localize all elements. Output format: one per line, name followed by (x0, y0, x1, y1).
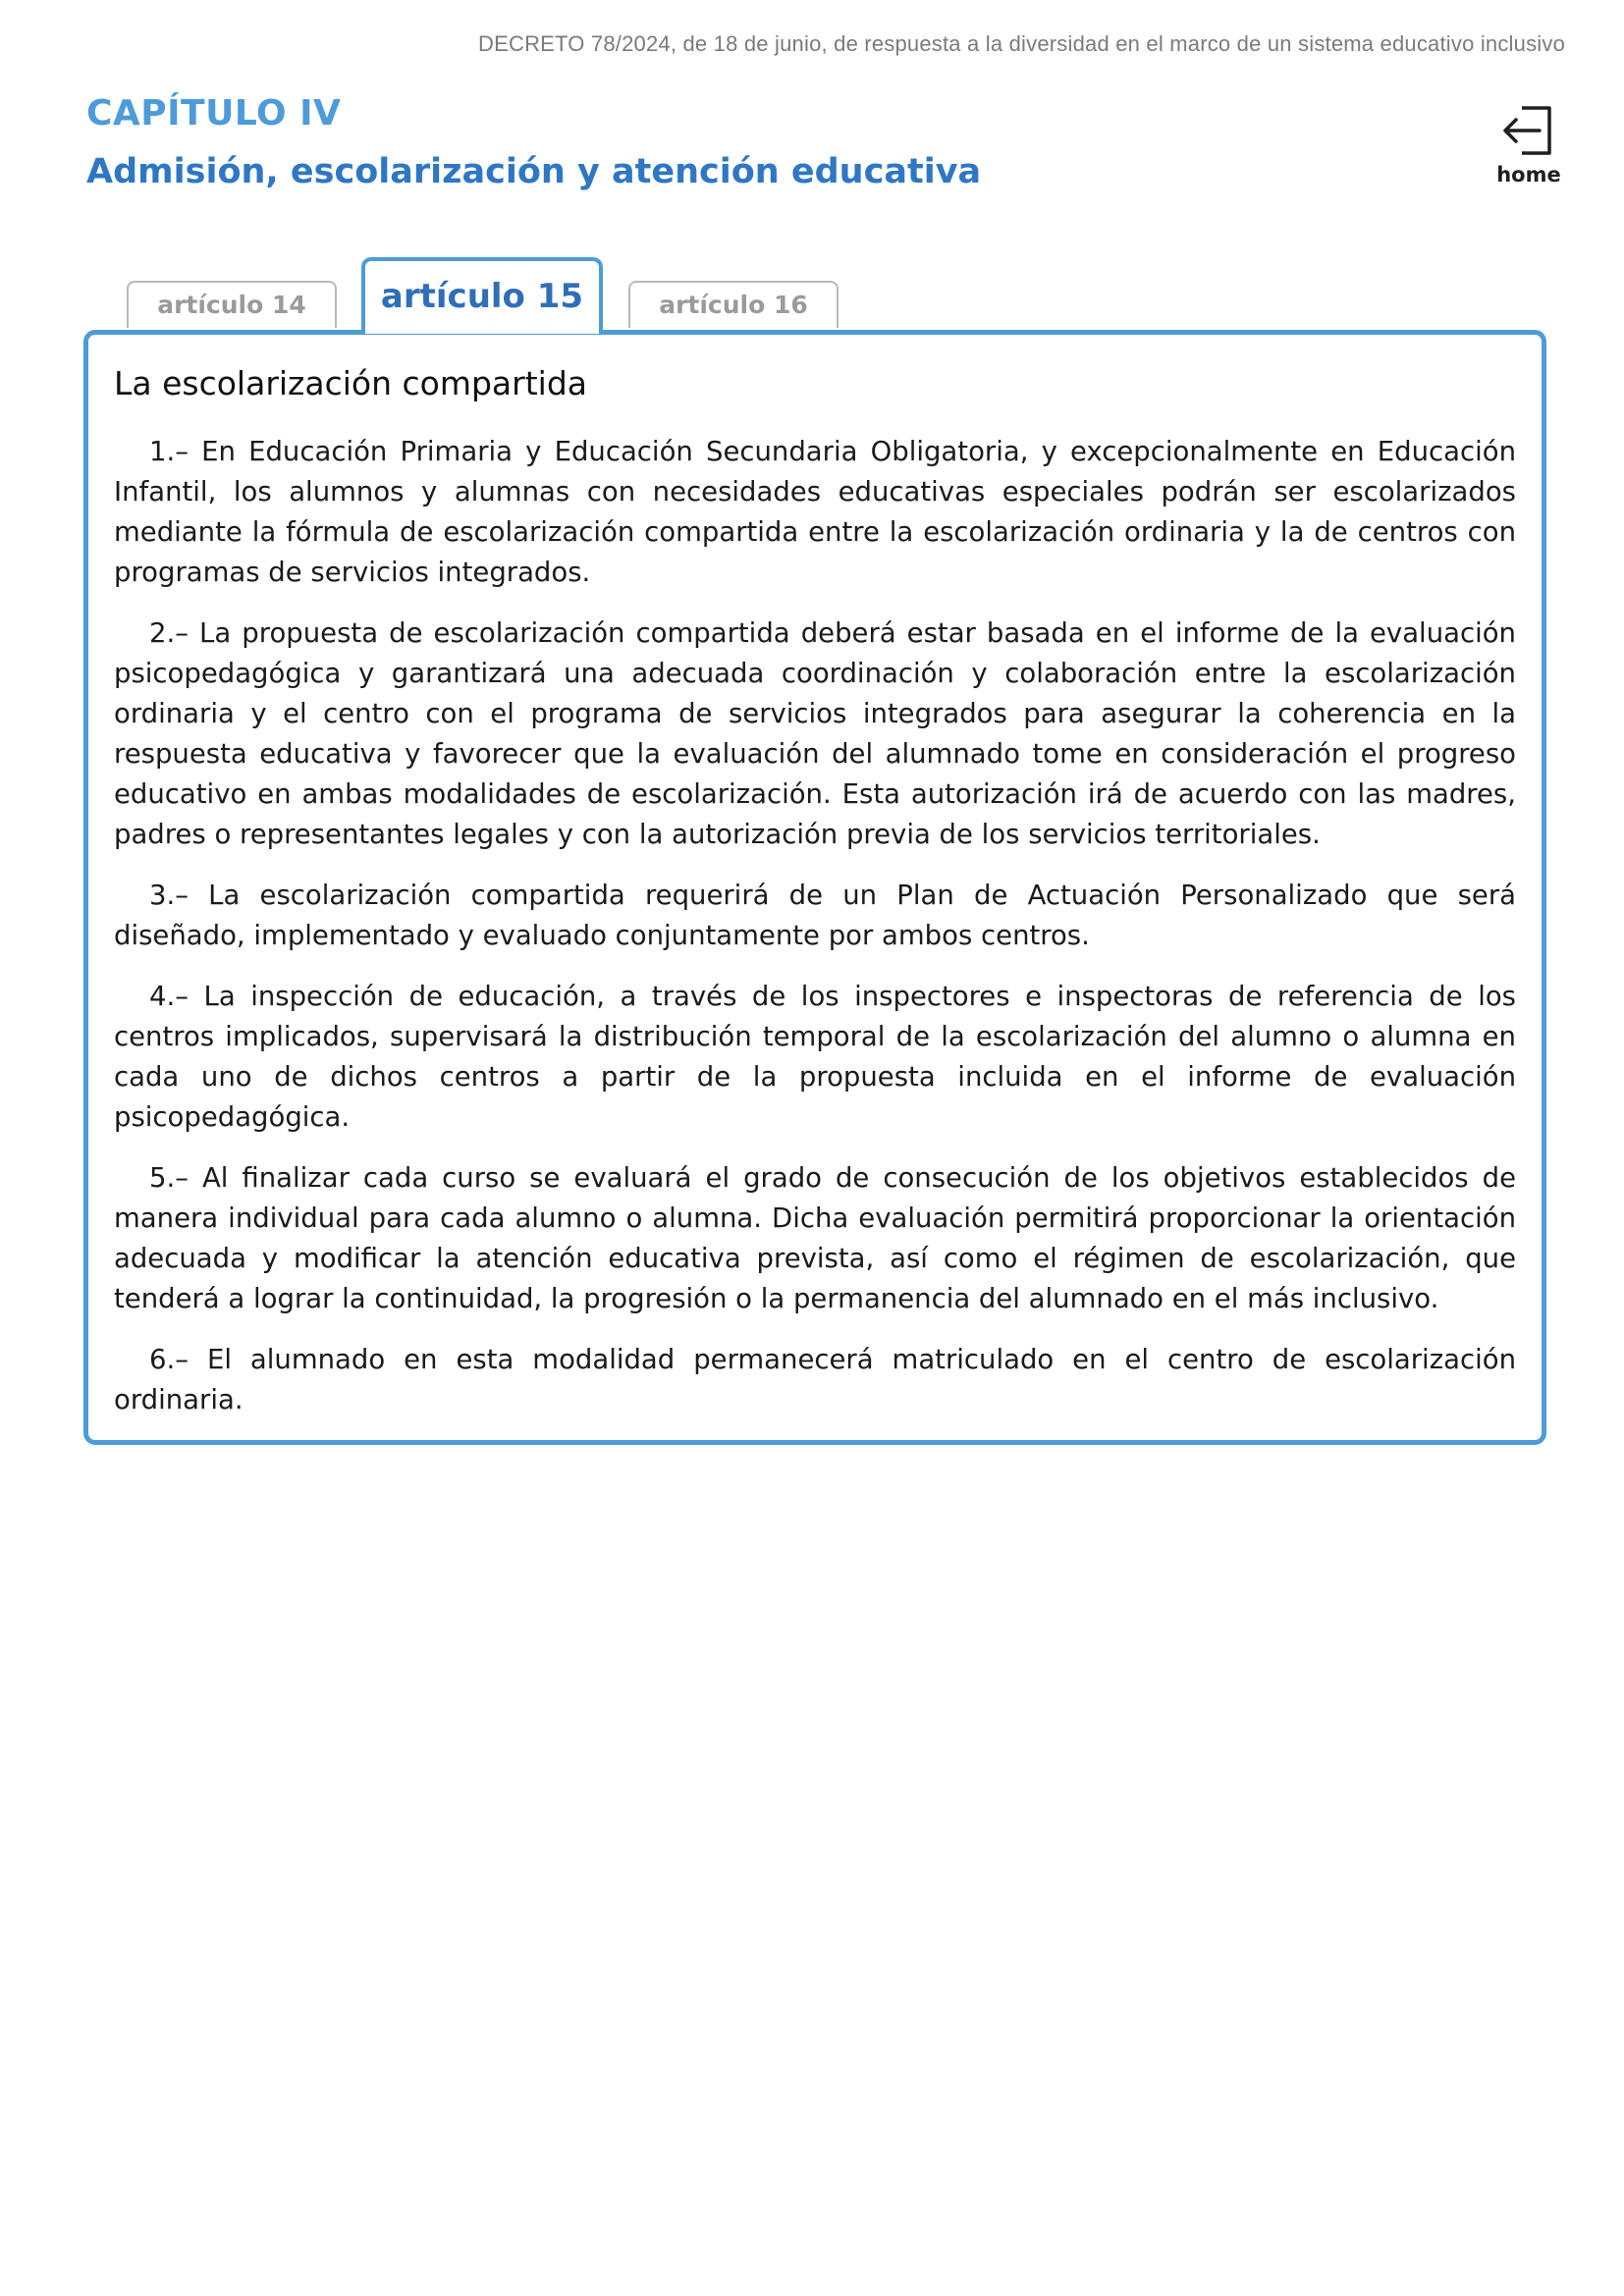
running-header: DECRETO 78/2024, de 18 de junio, de respuesta a la diversidad en el marco de un sistema educativo inclusivo (478, 31, 1565, 56)
article-paragraph-6: 6.– El alumnado en esta modalidad permanecerá matriculado en el centro de escolarización ordinaria. (114, 1344, 1516, 1415)
chapter-number: CAPÍTULO IV (86, 93, 342, 133)
article-paragraph-4: 4.– La inspección de educación, a través de los inspectores e inspectoras de referencia de los centros implicados, supervisará la distribución temporal de la escolarización del alumno o alumna en cada uno de dichos centros a partir de la propuesta incluida en el informe de evaluación psicopedagógica. (114, 981, 1516, 1133)
article-paragraph-5: 5.– Al finalizar cada curso se evaluará el grado de consecución de los objetivos establecidos de manera individual para cada alumno o alumna. Dicha evaluación permitirá proporcionar la orientación adecuada y modificar la atención educativa prevista, así como el régimen de escolarización, que tenderá a lograr la continuidad, la progresión o la permanencia del alumnado en el más inclusivo. (114, 1162, 1516, 1314)
tab-articulo-15[interactable]: artículo 15 (361, 257, 603, 334)
tab-articulo-16[interactable]: artículo 16 (628, 281, 839, 328)
article-paragraph-1: 1.– En Educación Primaria y Educación Secundaria Obligatoria, y excepcionalmente en Educación Infantil, los alumnos y alumnas con necesidades educativas especiales podrán ser escolarizados mediante la fórmula de escolarización compartida entre la escolarización ordinaria y la de centros con programas de servicios integrados. (114, 436, 1516, 588)
home-button[interactable] (1483, 102, 1575, 196)
tab-articulo-14[interactable]: artículo 14 (127, 281, 337, 328)
home-label: home (1496, 163, 1561, 187)
article-paragraph-3: 3.– La escolarización compartida requerirá de un Plan de Actuación Personalizado que será diseñado, implementado y evaluado conjuntamente por ambos centros. (114, 880, 1516, 951)
article-title: La escolarización compartida (114, 364, 587, 402)
chapter-title: Admisión, escolarización y atención educativa (86, 152, 982, 191)
logout-arrow-icon (1483, 102, 1575, 159)
article-paragraph-2: 2.– La propuesta de escolarización compartida deberá estar basada en el informe de la evaluación psicopedagógica y garantizará una adecuada coordinación y colaboración entre la escolarización ordinaria y el centro con el programa de servicios integrados para asegurar la coherencia en la respuesta educativa y favorecer que la evaluación del alumnado tome en consideración el progreso educativo en ambas modalidades de escolarización. Esta autorización irá de acuerdo con las madres, padres o representantes legales y con la autorización previa de los servicios territoriales. (114, 617, 1516, 850)
article-panel (83, 330, 1546, 1445)
